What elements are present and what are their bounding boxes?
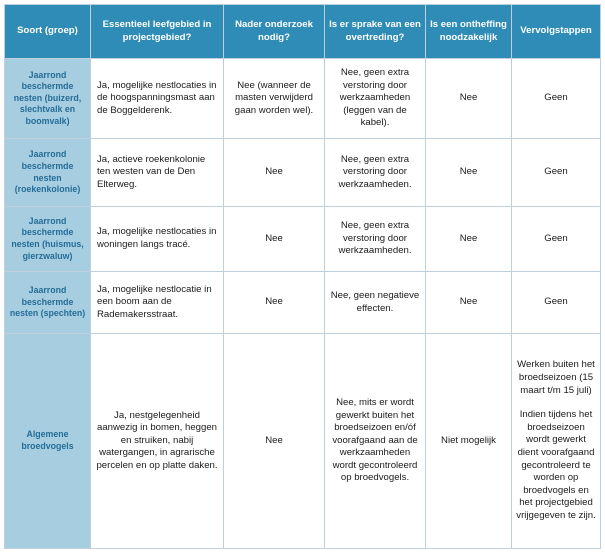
- cell-onderzoek: Nee: [224, 139, 325, 207]
- cell-onderzoek: Nee: [224, 272, 325, 334]
- cell-ontheffing: Nee: [426, 207, 512, 272]
- header-overtreding: Is er sprake van een overtreding?: [325, 5, 426, 59]
- cell-ontheffing: Nee: [426, 139, 512, 207]
- cell-overtreding: Nee, geen negatieve effecten.: [325, 272, 426, 334]
- cell-overtreding: Nee, geen extra verstoring door werkzaamheden (leggen van de kabel).: [325, 59, 426, 139]
- table-row: [5, 139, 601, 207]
- header-ontheffing: Is een ontheffing noodzakelijk: [426, 5, 512, 59]
- cell-vervolgstappen: Geen: [512, 59, 601, 139]
- cell-ontheffing: Nee: [426, 59, 512, 139]
- cell-onderzoek: Nee: [224, 207, 325, 272]
- header-onderzoek: Nader onderzoek nodig?: [224, 5, 325, 59]
- cell-vervolgstappen: [512, 334, 601, 549]
- table-row: [5, 334, 601, 549]
- table-row: [5, 272, 601, 334]
- cell-soort: Algemene broedvogels: [5, 334, 91, 549]
- cell-ontheffing: Nee: [426, 272, 512, 334]
- cell-onderzoek: Nee (wanneer de masten verwijderd gaan worden wel).: [224, 59, 325, 139]
- cell-leefgebied: Ja, mogelijke nestlocaties in de hoogspanningsmast aan de Boggelderenk.: [91, 59, 224, 139]
- header-vervolgstappen: Vervolgstappen: [512, 5, 601, 59]
- cell-overtreding: Nee, geen extra verstoring door werkzaamheden.: [325, 207, 426, 272]
- species-assessment-table: [4, 4, 601, 549]
- cell-vervolgstappen: Geen: [512, 207, 601, 272]
- cell-overtreding: Nee, mits er wordt gewerkt buiten het broedseizoen en/óf voorafgaand aan de werkzaamheden wordt gecontroleerd op broedvogels.: [325, 334, 426, 549]
- paragraph-spacer: [516, 397, 596, 409]
- cell-vervolgstappen: Geen: [512, 139, 601, 207]
- vervolg-paragraph-broedseizoen: Werken buiten het broedseizoen (15 maart t/m 15 juli): [517, 359, 595, 396]
- header-leefgebied: Essentieel leefgebied in projectgebied?: [91, 5, 224, 59]
- cell-leefgebied: Ja, mogelijke nestlocatie in een boom aan de Rademakersstraat.: [91, 272, 224, 334]
- header-row: [5, 5, 601, 59]
- cell-leefgebied: Ja, actieve roekenkolonie ten westen van de Den Elterweg.: [91, 139, 224, 207]
- cell-onderzoek: Nee: [224, 334, 325, 549]
- cell-soort: Jaarrond beschermde nesten (spechten): [5, 272, 91, 334]
- cell-leefgebied: Ja, mogelijke nestlocaties in woningen langs tracé.: [91, 207, 224, 272]
- cell-vervolgstappen: Geen: [512, 272, 601, 334]
- cell-soort: Jaarrond beschermde nesten (buizerd, slechtvalk en boomvalk): [5, 59, 91, 139]
- vervolg-paragraph-controle: Indien tijdens het broedseizoen wordt gewerkt dient voorafgaand gecontroleerd te worden op broedvogels en het projectgebied vrijgegeven te zijn.: [516, 409, 596, 521]
- table-row: [5, 59, 601, 139]
- cell-soort: Jaarrond beschermde nesten (roekenkolonie): [5, 139, 91, 207]
- cell-overtreding: Nee, geen extra verstoring door werkzaamheden.: [325, 139, 426, 207]
- cell-ontheffing: Niet mogelijk: [426, 334, 512, 549]
- cell-leefgebied: Ja, nestgelegenheid aanwezig in bomen, heggen en struiken, nabij watergangen, in agrarische percelen en op platte daken.: [91, 334, 224, 549]
- table-row: [5, 207, 601, 272]
- header-soort: Soort (groep): [5, 5, 91, 59]
- cell-soort: Jaarrond beschermde nesten (huismus, gierzwaluw): [5, 207, 91, 272]
